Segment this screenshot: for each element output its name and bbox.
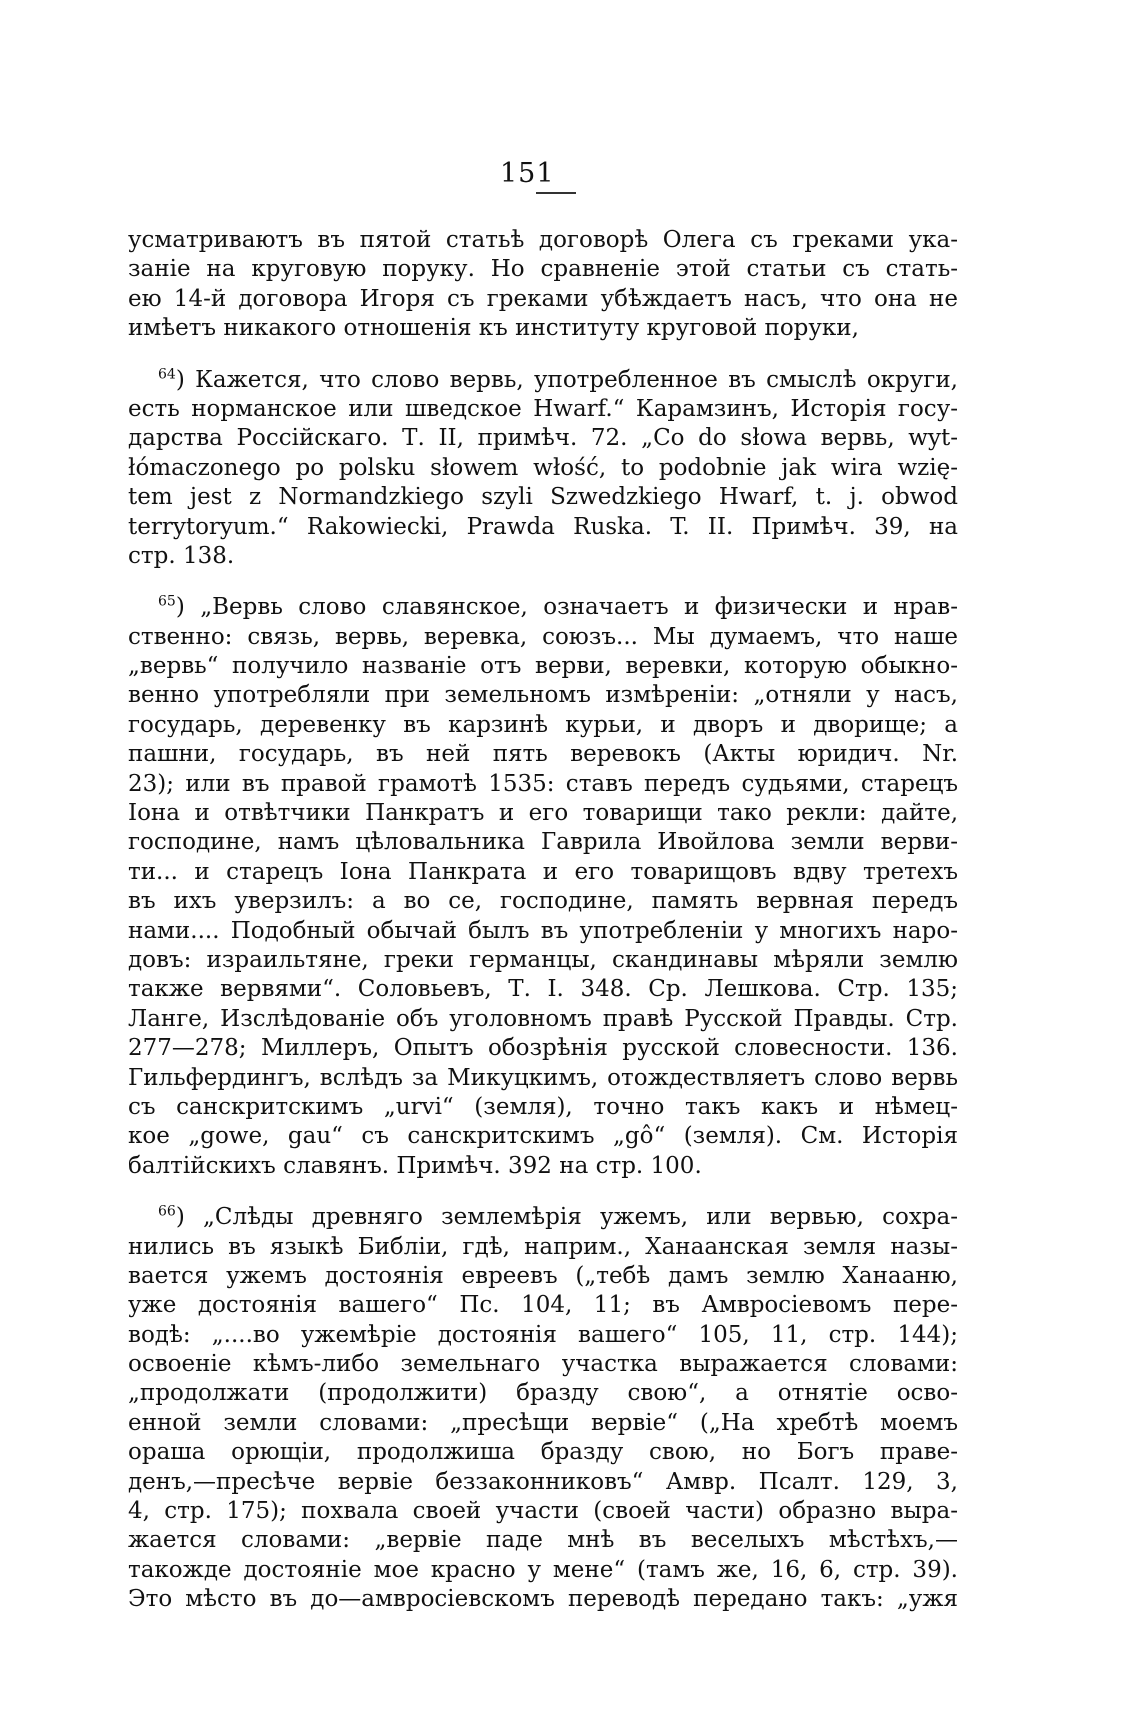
text-line-content: ) Кажется, что слово вервь, употребленное въ смыслѣ округи,: [175, 366, 958, 393]
text-line: балтійскихъ славянъ. Примѣч. 392 на стр. 100.: [128, 1152, 702, 1179]
text-line: въ ихъ уверзилъ: а во се, господине, память вервная передъ: [128, 888, 958, 915]
text-line: дарства Россійскаго. Т. II, примѣч. 72. „Co do słowa вервь, wyt-: [128, 425, 958, 452]
text-line: tem jest z Normandzkiego szyli Szwedzkiego Hwarf, t. j. obwod: [128, 484, 958, 511]
text-line: 23); или въ правой грамотѣ 1535: ставъ передъ судьями, старецъ: [128, 770, 958, 797]
text-line: ораша орющіи, продолжиша бразду свою, но Богъ праве-: [128, 1439, 958, 1466]
text-line: господине, намъ цѣловальника Гаврила Ивойлова земли верви-: [128, 829, 958, 856]
text-line: енной земли словами: „пресѣщи вервіе“ („На хребтѣ моемъ: [128, 1409, 958, 1436]
text-line: [128, 1203, 958, 1232]
footnote-64: [128, 366, 958, 572]
text-line: заніе на круговую поруку. Но сравненіе этой статьи съ стать-: [128, 256, 958, 283]
text-line: ею 14-й договора Игоря съ греками убѣждаетъ насъ, что она не: [128, 285, 958, 312]
text-line: пашни, государь, въ ней пять веревокъ (Акты юридич. Nr.: [128, 741, 958, 768]
text-line: стр. 138.: [128, 542, 235, 569]
text-line: „продолжати (продолжити) бразду свою“, а отнятіе осво-: [128, 1380, 958, 1407]
footnote-marker: 65: [158, 593, 176, 610]
footnote-65: [128, 593, 958, 1181]
footnote-marker: 64: [158, 365, 176, 382]
text-line: Это мѣсто въ до—амвросіевскомъ переводѣ передано такъ: „ужя: [128, 1586, 958, 1613]
text-line: нились въ языкѣ Библіи, гдѣ, наприм., Ханаанская земля назы-: [128, 1233, 958, 1260]
text-line: довъ: израильтяне, греки германцы, скандинавы мѣряли землю: [128, 946, 958, 973]
text-line: [128, 593, 958, 622]
text-line: ти... и старецъ Іона Панкрата и его товарищовъ вдву третехъ: [128, 858, 958, 885]
text-line: нами.... Подобный обычай былъ въ употребленіи у многихъ наро-: [128, 917, 958, 944]
text-line: 277—278; Миллеръ, Опытъ обозрѣнія русской словесности. 136.: [128, 1035, 958, 1062]
text-line: государь, деревенку въ карзинѣ курьи, и дворъ и дворище; а: [128, 711, 958, 738]
text-line: венно употребляли при земельномъ измѣреніи: „отняли у насъ,: [128, 682, 958, 709]
text-line: Іона и отвѣтчики Панкратъ и его товарищи тако рекли: дайте,: [128, 800, 958, 827]
text-line: освоеніе кѣмъ-либо земельнаго участка выражается словами:: [128, 1351, 958, 1378]
text-line: такожде достояніе мое красно у мене“ (тамъ же, 16, 6, стр. 39).: [128, 1556, 958, 1583]
text-line: terrytoryum.“ Rakowiecki, Prawda Ruska. T. II. Примѣч. 39, на: [128, 513, 958, 540]
footnote-66: [128, 1203, 958, 1614]
text-line-content: ) „Слѣды древняго землемѣрія ужемъ, или вервью, сохра-: [175, 1204, 958, 1231]
text-line: 4, стр. 175); похвала своей участи (своей части) образно выра-: [128, 1498, 958, 1525]
text-line: также вервями“. Соловьевъ, Т. I. 348. Ср. Лешкова. Стр. 135;: [128, 976, 958, 1003]
text-line: водѣ: „....во ужемѣріе достоянія вашего“ 105, 11, стр. 144);: [128, 1321, 958, 1348]
footnote-marker: 66: [158, 1203, 176, 1220]
text-line: Ланге, Изслѣдованіе объ уголовномъ правѣ Русской Правды. Стр.: [128, 1005, 958, 1032]
text-line: Гильфердингъ, вслѣдъ за Микуцкимъ, отождествляетъ слово вервь: [128, 1064, 958, 1091]
intro-paragraph: [128, 226, 958, 344]
text-line-content: ) „Вервь слово славянское, означаетъ и физически и нрав-: [175, 594, 958, 621]
text-line: съ санскритскимъ „urvi“ (земля), точно такъ какъ и нѣмец-: [128, 1093, 958, 1120]
text-line: ственно: связь, вервь, веревка, союзъ... Мы думаемъ, что наше: [128, 623, 958, 650]
page-number: 151: [500, 158, 555, 189]
text-line: есть норманское или шведское Hwarf.“ Карамзинъ, Исторія госу-: [128, 395, 958, 422]
text-line: усматриваютъ въ пятой статьѣ договорѣ Олега съ греками ука-: [128, 227, 958, 253]
text-line: имѣетъ никакого отношенія къ институту круговой поруки,: [128, 315, 859, 342]
text-block: [128, 226, 958, 1615]
page-number-rule: [536, 192, 576, 194]
text-line: денъ,—пресѣче вервіе беззаконниковъ“ Амвр. Псалт. 129, 3,: [128, 1468, 958, 1495]
text-line: уже достоянія вашего“ Пс. 104, 11; въ Амвросіевомъ пере-: [128, 1292, 958, 1319]
text-line: „вервь“ получило названіе отъ верви, веревки, которую обыкно-: [128, 653, 958, 680]
text-line: вается ужемъ достоянія евреевъ („тебѣ дамъ землю Ханааню,: [128, 1262, 958, 1289]
text-line: [128, 366, 958, 395]
text-line: жается словами: „вервіе паде мнѣ въ веселыхъ мѣстѣхъ,—: [128, 1527, 958, 1554]
text-line: łómaczonego po polsku słowem włość, to podobnie jak wira wzię-: [128, 454, 958, 481]
text-line: кое „gowe, gau“ съ санскритскимъ „gô“ (земля). См. Исторія: [128, 1123, 958, 1150]
